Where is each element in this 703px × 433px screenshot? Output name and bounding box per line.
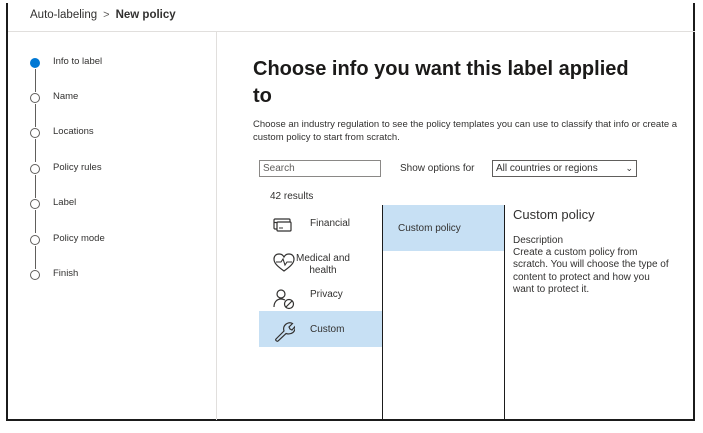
search-input[interactable]: [259, 160, 381, 177]
breadcrumb-parent-link[interactable]: Auto-labeling: [30, 9, 98, 21]
page-title: Choose info you want this label applied to: [253, 58, 629, 107]
wizard-step-policy-rules[interactable]: [30, 162, 102, 174]
category-financial[interactable]: [259, 206, 382, 242]
chevron-down-icon: ⌄: [625, 163, 633, 173]
region-filter-dropdown[interactable]: [492, 160, 637, 177]
wizard-step-label: Locations: [53, 126, 94, 137]
wizard-step-name[interactable]: [30, 91, 79, 103]
wizard-step-label: Name: [53, 91, 79, 102]
policy-item-label: Custom policy: [398, 223, 461, 234]
credit-card-icon: [273, 218, 293, 237]
category-label: Medical and health: [296, 253, 350, 276]
step-connector: [35, 210, 36, 233]
wizard-step-label: Info to label: [53, 56, 103, 67]
wizard-step-label[interactable]: [30, 197, 77, 209]
step-connector: [35, 175, 36, 198]
step-connector: [35, 104, 36, 127]
step-indicator: [30, 93, 40, 103]
detail-title: Custom policy: [513, 207, 595, 222]
step-connector: [35, 69, 36, 92]
step-indicator: [30, 199, 40, 209]
sidebar-divider: [216, 32, 217, 420]
breadcrumb: [30, 9, 176, 21]
header-divider: [8, 31, 695, 32]
breadcrumb-separator: >: [103, 9, 110, 21]
filter-label: Show options for: [400, 163, 475, 174]
step-indicator: [30, 164, 40, 174]
column-divider: [504, 205, 505, 420]
step-connector: [35, 246, 36, 269]
wizard-step-locations[interactable]: [30, 126, 94, 138]
wizard-step-info-to-label[interactable]: [30, 56, 103, 68]
category-custom[interactable]: [259, 311, 382, 347]
detail-description-label: Description: [513, 235, 564, 246]
page-description: Choose an industry regulation to see the policy templates you can use to classify that info or create a custom policy to start from scratch.: [253, 119, 678, 143]
category-label: Custom: [310, 324, 345, 335]
step-indicator-active: [30, 58, 40, 68]
category-medical-and-health[interactable]: [259, 247, 382, 285]
wizard-step-label: Label: [53, 197, 77, 208]
step-connector: [35, 139, 36, 162]
region-filter-value: All countries or regions: [496, 163, 598, 174]
detail-description: Create a custom policy from scratch. You will choose the type of content to protect and how you want to protect it.: [513, 247, 669, 295]
step-indicator: [30, 128, 40, 138]
wizard-step-policy-mode[interactable]: [30, 233, 105, 245]
wizard-step-label: Policy rules: [53, 162, 102, 173]
step-indicator: [30, 270, 40, 280]
wizard-step-label: Policy mode: [53, 233, 105, 244]
policy-item-custom-policy[interactable]: [383, 205, 504, 251]
wrench-icon: [273, 320, 295, 347]
category-label: Privacy: [310, 289, 343, 300]
heart-pulse-icon: [273, 253, 295, 278]
wizard-step-label: Finish: [53, 268, 79, 279]
step-indicator: [30, 235, 40, 245]
category-label: Financial: [310, 218, 351, 229]
breadcrumb-current: New policy: [115, 9, 176, 21]
results-count: 42 results: [270, 191, 314, 202]
wizard-step-finish[interactable]: [30, 268, 79, 280]
